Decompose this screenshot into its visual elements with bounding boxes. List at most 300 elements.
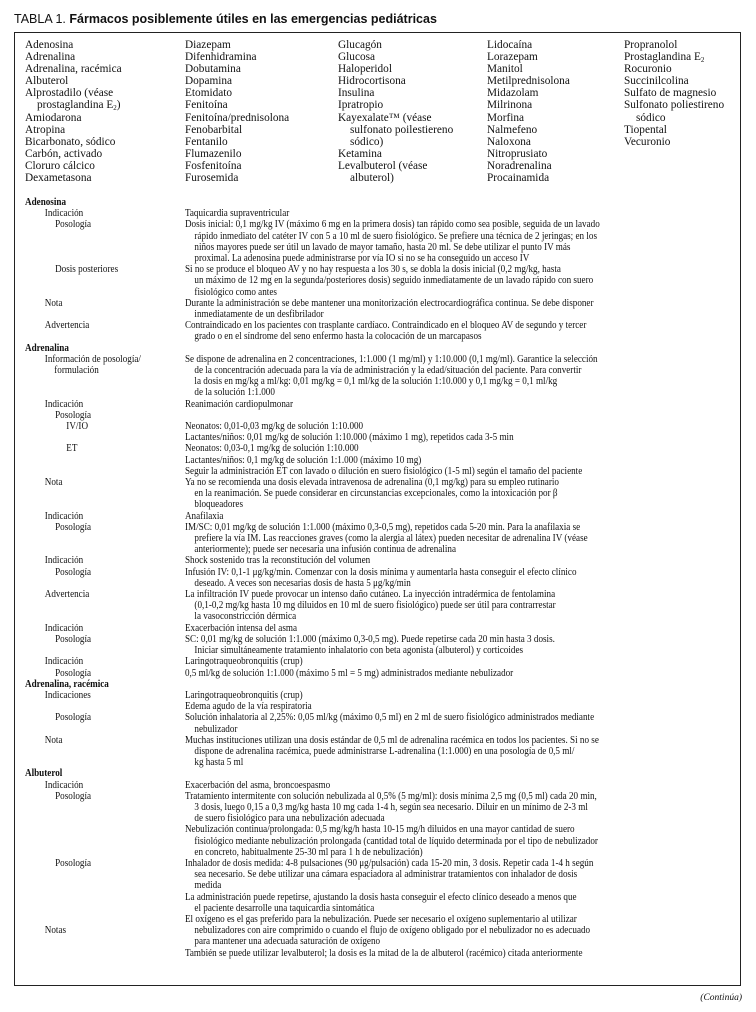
drug-name: Flumazenilo [185,147,242,160]
drug-name: Ipratropio [338,99,384,112]
detail-value-line: Dosis inicial: 0,1 mg/kg IV (máximo 6 mg en la primera dosis) tan rápido como sea posible, seguida de un lavado [184,219,600,231]
detail-value-line: Laringotraqueobronquitis (crup) [184,656,303,668]
detail-value-line: 0,5 ml/kg de solución 1:1.000 (máximo 5 ml = 5 mg) administrados mediante nebulizador [184,667,514,679]
detail-value-line: en concreto, habitualmente 25-30 ml para 1 h de nebulización) [194,846,423,858]
detail-value-line: Durante la administración se debe mantener una monitorización electrocardiográfica continua. Se debe disponer [184,297,594,309]
detail-key [25,522,185,556]
detail-value [185,555,737,566]
detail-value-line: Laringotraqueobronquitis (crup) [184,689,303,701]
detail-key-line: Indicación [44,510,84,522]
drug-list-item [624,136,724,148]
detail-value-line: 3 dosis, luego 0,15 a 0,3 mg/kg hasta 10 mg cada 1-4 h, según sea necesario. Diluir en un mínimo de 2-3 ml [194,801,588,813]
detail-key [25,443,185,477]
detail-key-line: Posología [55,219,92,231]
drug-name: Sulfonato poliestireno [624,99,725,112]
detail-value [185,858,737,892]
detail-value-line: Iniciar simultáneamente tratamiento inhalatorio con beta agonista (albuterol) y corticoides [194,645,524,657]
drug-name: Bicarbonato, sódico [25,135,116,148]
detail-key-line: Dosis posteriores [55,264,119,276]
detail-row [25,219,737,264]
drug-name: Metilprednisolona [487,75,570,88]
drug-section-heading: Adrenalina [25,342,69,354]
drug-list-item [338,51,453,63]
detail-key [25,735,185,769]
detail-value-line: Reanimación cardiopulmonar [184,398,293,410]
drug-name: Albuterol [25,75,69,88]
detail-key [25,354,185,399]
detail-value-line: Tratamiento intermitente con solución nebulizada al 0,5% (5 mg/ml): dosis mínima 2,5 mg (0,5 ml) cada 20 min, [184,790,597,802]
drug-name: Kayexalate™ (véase [338,111,432,124]
drug-list-column [624,39,724,148]
detail-value [185,735,737,769]
detail-key [25,421,185,443]
detail-value [185,623,737,634]
drug-list-item [25,75,122,87]
detail-key-line: Posología [55,409,92,421]
drug-list-item [487,99,570,111]
detail-value-line: la vasoconstricción dérmica [194,611,297,623]
detail-key-line: Nota [44,297,63,309]
detail-value [185,712,737,734]
detail-value [185,410,737,421]
drug-list-item [25,160,122,172]
detail-value-line: kg hasta 5 ml [194,757,244,769]
drug-section-heading: Adenosina [25,197,67,208]
drug-list-item [25,63,122,75]
detail-value-line: Edema agudo de la vía respiratoria [184,701,312,713]
detail-key-line: Posología [55,857,92,869]
detail-value-line: Si no se produce el bloqueo AV y no hay respuesta a los 30 s, se dobla la dosis inicial (0,2 mg/kg, hasta [184,264,561,276]
drug-list-item [185,75,289,87]
drug-name: Morfina [487,111,525,124]
detail-row [25,656,737,667]
drug-name: Fenobarbital [185,123,243,136]
detail-key-line: Nota [44,477,63,489]
drug-section-heading: Adrenalina, racémica [25,678,109,690]
drug-name: Atropina [25,123,66,136]
detail-value-line: inmediatamente de un desfibrilador [194,309,324,321]
detail-row [25,589,737,623]
detail-value-line: la dosis en mg/kg a ml/kg: 0,01 mg/kg = 0,1 ml/kg de la solución 1:10.000 y 0,1 mg/kg = 0,1 ml/kg [194,376,558,388]
drug-name: Hidrocortisona [338,75,406,88]
detail-value-line: el paciente desarrolle una taquicardia sintomática [194,902,375,914]
drug-list-item [624,87,724,99]
drug-list-item [624,51,724,63]
drug-name: Diazepam [185,39,231,51]
detail-value [185,320,737,342]
detail-key [25,668,185,679]
detail-key-line: Indicación [44,398,84,410]
drug-name: Naloxona [487,135,531,148]
drug-list-item [25,39,122,51]
detail-row [25,668,737,679]
detail-key-line: Posología [55,667,92,679]
drug-list-item [185,160,289,172]
drug-list-item [487,112,570,124]
drug-name: Milrinona [487,99,533,112]
drug-list-item [487,160,570,172]
drug-list-item [338,112,453,148]
detail-key-line: Posología [55,521,92,533]
drug-name: Difenhidramina [185,51,257,64]
drug-list-item [624,99,724,123]
drug-list-item [185,51,289,63]
detail-value-line: La infiltración IV puede provocar un intenso daño cutáneo. La inyección intradérmica de fentolamina [184,589,556,601]
drug-name: Vecuronio [624,135,671,148]
drug-name: Propranolol [624,39,678,51]
detail-row [25,690,737,712]
detail-row [25,858,737,892]
detail-row [25,421,737,443]
detail-value-line: IM/SC: 0,01 mg/kg de solución 1:1.000 (máximo 0,3-0,5 mg), repetidos cada 5-20 min. Para la anafilaxia se [184,521,581,533]
drug-list-item [185,172,289,184]
detail-key [25,555,185,566]
detail-value-line: Ya no se recomienda una dosis elevada intravenosa de adrenalina (0,1 mg/kg) para su empleo rutinario [184,477,559,489]
detail-row [25,914,737,948]
drug-name-continuation: sulfonato poilestiereno [350,123,454,136]
drug-name-continuation: prostaglandina $E_2$) [37,99,121,113]
detail-row [25,320,737,342]
detail-value-line [185,410,737,421]
detail-value-line: Neonatos: 0,01-0,03 mg/kg de solución 1:10.000 [184,421,364,433]
drug-list-item [185,124,289,136]
drug-details [25,197,637,959]
drug-list-item [25,112,122,124]
detail-key [25,824,185,858]
detail-key [25,914,185,948]
detail-value-line: de la solución 1:1.000 [194,387,275,399]
detail-value-line: nebulizador [194,723,238,735]
drug-list-item [338,160,453,184]
detail-key-line [45,948,185,959]
drug-name: Etomidato [185,87,233,100]
detail-value-line: Lactantes/niños: 0,01 mg/kg de solución 1:10.000 (máximo 1 mg), repetidos cada 3-5 min [184,432,514,444]
drug-name: Fosfenitoína [185,159,242,172]
drug-list-item [487,39,570,51]
detail-value-line: en la reanimación. Se puede considerar en circunstancias excepcionales, como la intoxicación por β [194,488,558,500]
detail-row [25,824,737,858]
detail-key-line: Indicación [44,555,84,567]
detail-value [185,264,737,298]
detail-key-line: Advertencia [44,589,90,601]
detail-key [25,219,185,264]
drug-name: Cloruro cálcico [25,159,95,172]
detail-key [25,791,185,825]
drug-name: Fentanilo [185,135,228,148]
detail-value [185,690,737,712]
detail-row [25,712,737,734]
detail-value-line: También se puede utilizar levalbuterol; la dosis es la mitad de la de albuterol (racémico) citada anteriormente [184,947,583,959]
detail-value [185,892,737,914]
drug-name: Rocuronio [624,63,672,76]
drug-name: Midazolam [487,87,539,100]
detail-value-line: niños mayores puede ser útil un lavado de mayor tamaño, hasta 20 ml. Se debe utilizar el punto IV más [194,241,571,253]
drug-name: Lorazepam [487,51,538,64]
detail-value-line: de la concentración adecuada para la vía de administración y la edad/situación del paciente. Para convertir [194,365,582,377]
drug-name: Prostaglandina $E_2$ [624,51,705,65]
table-caption: Fármacos posiblemente útiles en las emergencias pediátricas [69,12,437,26]
detail-value-line: Neonatos: 0,03-0,1 mg/kg de solución 1:10.000 [184,443,359,455]
detail-row [25,780,737,791]
detail-value-line: de suero fisiológico para una nebulización adecuada [194,813,385,825]
drug-list-item [487,87,570,99]
drug-name: Fenitoína [185,99,228,112]
drug-list-item [185,63,289,75]
detail-value-line: (0,1-0,2 mg/kg hasta 10 mg diluidos en 10 ml de suero fisiológico) puede ser útil para contrarrestar [194,600,556,612]
detail-key-line: Advertencia [44,320,90,332]
detail-value-line: un máximo de 12 mg en la segunda/posteriores dosis) seguido inmediatamente de un lavado rápido con suero [194,275,594,287]
detail-key-line: Nota [44,734,63,746]
detail-value [185,511,737,522]
detail-key [25,656,185,667]
drug-list-item [487,75,570,87]
detail-value-line: prefiere la vía IM. Las reacciones graves (como la alergia al látex) pueden necesitar de adrenalina IV (véase [194,533,588,545]
detail-key [25,712,185,734]
drug-list-item [624,39,724,51]
detail-value [185,824,737,858]
drug-name: Succinilcolina [624,75,689,88]
drug-name: Dopamina [185,75,233,88]
drug-list-item [25,136,122,148]
detail-row [25,948,737,959]
detail-value-line: Muchas instituciones utilizan una dosis estándar de 0,5 ml de adrenalina racémica en todos los pacientes. Si no se [184,734,599,746]
drug-list-item [624,75,724,87]
detail-row [25,634,737,656]
detail-key [25,208,185,219]
detail-row [25,735,737,769]
drug-list-item [624,63,724,75]
detail-value [185,668,737,679]
detail-value-line: Inhalador de dosis medida: 4-8 pulsaciones (90 μg/pulsación) cada 15-20 min, 3 dosis. Repetir cada 1-4 h según [184,857,594,869]
detail-value-line: Shock sostenido tras la reconstitución del volumen [184,555,371,567]
detail-key [25,858,185,892]
drug-name: Procainamida [487,172,550,185]
detail-key [25,320,185,342]
detail-value-line: Se dispone de adrenalina en 2 concentraciones, 1:1.000 (1 mg/ml) y 1:10.000 (0,1 mg/ml). Garantice la selección [184,353,598,365]
detail-value [185,399,737,410]
detail-value-line: proximal. La adenosina puede administrarse por vía IO si no se ha conseguido un acceso IV [194,253,530,264]
detail-row [25,791,737,825]
detail-row [25,264,737,298]
drug-list-item [338,63,453,75]
drug-name: Dobutamina [185,63,241,76]
detail-value-line: para mantener una adecuada saturación de oxígeno [194,936,381,948]
detail-value [185,634,737,656]
detail-key-line: IV/IO [66,421,89,433]
detail-value-line: El oxígeno es el gas preferido para la nebulización. Puede ser necesario el oxígeno suplementario al utilizar [184,913,577,925]
drug-list-item [624,124,724,136]
drug-name: Levalbuterol (véase [338,159,428,172]
detail-key [25,690,185,712]
drug-name: Insulina [338,87,375,100]
drug-name: Sulfato de magnesio [624,87,717,100]
drug-name: Tiopental [624,123,667,136]
detail-value-line: Infusión IV: 0,1-1 μg/kg/min. Comenzar con la dosis mínima y aumentarla hasta conseguir el efecto clínico [184,566,577,578]
detail-key-line: Notas [44,925,67,937]
drug-list-item [25,124,122,136]
detail-key [25,780,185,791]
drug-section-heading: Albuterol [25,768,63,780]
detail-value-line: fisiológico como antes [194,286,277,298]
detail-value [185,208,737,219]
drug-list-item [487,172,570,184]
detail-row [25,354,737,399]
drug-list-column [185,39,289,184]
drug-list [25,39,745,185]
detail-row [25,208,737,219]
detail-key [25,589,185,623]
detail-key-line: Indicación [44,779,84,791]
drug-list-item [487,124,570,136]
drug-name: Fenitoína/prednisolona [185,111,290,124]
detail-value-line: dispone de adrenalina racémica, puede administrarse L-adrenalina (1:1.000) en una posología de 0,5 ml/ [194,745,575,757]
drug-name: Furosemida [185,172,239,185]
detail-value-line: Exacerbación intensa del asma [184,622,298,634]
detail-value-line: bloqueadores [194,499,243,511]
detail-value-line: sea necesario. Se debe utilizar una cámara espaciadora al administrar tratamientos con inhalador de dosis [194,869,578,881]
detail-key [25,477,185,511]
detail-key-line: Posología [55,633,92,645]
drug-list-item [25,172,122,184]
detail-key-line [55,892,185,903]
drug-name-continuation: sódico [636,111,666,124]
drug-list-column [487,39,570,184]
drug-list-item [487,148,570,160]
detail-value-line: La administración puede repetirse, ajustando la dosis hasta conseguir el efecto clínico deseado a menos que [184,891,577,903]
table-title [14,11,437,27]
detail-value [185,656,737,667]
detail-value [185,589,737,623]
detail-key-line: Información de posología/ [44,353,141,365]
detail-key [25,892,185,914]
detail-value [185,914,737,948]
detail-value-line: medida [194,880,222,892]
detail-value-line: Contraindicado en los pacientes con trasplante cardíaco. Contraindicado en el bloqueo AV de segundo y tercer [184,320,587,332]
detail-key-line: Indicación [44,208,84,220]
detail-key [25,399,185,410]
drug-list-item [185,87,289,99]
detail-value-line: SC: 0,01 mg/kg de solución 1:1.000 (máximo 0,3-0,5 mg). Puede repetirse cada 20 min hasta 3 dosis. [184,633,555,645]
detail-value-line: Seguir la administración ET con lavado o dilución en suero fisiológico (1-5 ml) según el tamaño del paciente [184,465,583,477]
detail-value-line: Anafilaxia [184,510,224,522]
detail-key-line: Indicación [44,656,84,668]
drug-name: Haloperidol [338,63,392,76]
detail-row [25,477,737,511]
detail-value-line: Solución inhalatoria al 2,25%: 0,05 ml/kg (máximo 0,5 ml) en 2 ml de suero fisiológico administrados mediante [184,712,595,724]
detail-value [185,421,737,443]
drug-list-item [185,99,289,111]
detail-value [185,567,737,589]
detail-row [25,511,737,522]
detail-key [25,264,185,298]
detail-value [185,791,737,825]
detail-value [185,948,737,959]
detail-row [25,892,737,914]
detail-key [25,511,185,522]
drug-name: Carbón, activado [25,147,103,160]
detail-key-line: Indicaciones [44,689,91,701]
detail-key-line [55,824,185,835]
drug-name: Nalmefeno [487,123,538,136]
continued-note: (Continúa) [700,993,742,1003]
detail-value-line: Nebulización continua/prolongada: 0,5 mg/kg/h hasta 10-15 mg/h diluidos en una mayor cantidad de suero [184,824,575,836]
detail-key [25,567,185,589]
detail-key [25,298,185,320]
detail-key [25,948,185,959]
table-number: TABLA 1. [14,12,66,26]
drug-name-continuation: sódico) [350,135,384,148]
drug-list-item [25,87,122,111]
drug-name: Dexametasona [25,172,92,185]
detail-value-line: anteriormente); puede ser necesaria una infusión continua de adrenalina [194,544,456,556]
drug-list-item [25,51,122,63]
detail-row [25,298,737,320]
drug-name: Adrenalina, racémica [25,63,122,76]
detail-key-line: Indicación [44,622,84,634]
detail-value [185,354,737,399]
detail-key-line: formulación [54,365,99,377]
drug-list-item [338,75,453,87]
drug-list-item [185,112,289,124]
drug-name: Nitroprusiato [487,147,548,160]
detail-value [185,443,737,477]
drug-list-item [185,39,289,51]
detail-value [185,477,737,511]
detail-key-line [45,914,185,925]
detail-value-line: nebulizadores con aire comprimido o cuando el flujo de oxígeno obligado por el nebulizador no es adecuado [194,925,591,937]
drug-name: Amiodarona [25,111,82,124]
drug-name: Glucosa [338,51,376,64]
drug-name: Adenosina [25,39,74,51]
drug-name: Noradrenalina [487,159,552,172]
detail-row [25,399,737,410]
drug-list-item [338,87,453,99]
detail-row [25,410,737,421]
drug-name: Ketamina [338,147,382,160]
detail-row [25,555,737,566]
detail-value-line: fisiológico mediante nebulización prolongada (cantidad total de líquido determinada por el tipo de nebulizador [194,835,598,847]
detail-value-line: deseado. A veces son necesarias dosis de hasta 5 μg/kg/min [194,577,411,589]
drug-list-item [487,63,570,75]
detail-key-line: Posología [55,712,92,724]
drug-list-item [487,51,570,63]
detail-value [185,522,737,556]
detail-row [25,567,737,589]
drug-list-item [338,99,453,111]
detail-value-line: Lactantes/niños: 0,1 mg/kg de solución 1:1.000 (máximo 10 mg) [184,454,422,466]
detail-value [185,298,737,320]
detail-value-line: rápido inmediato del catéter IV con 5 a 10 ml de suero fisiológico. Se prefiere una técnica de 2 jeringas; en los [194,230,598,242]
drug-list-item [25,148,122,160]
detail-value [185,219,737,264]
detail-key [25,634,185,656]
detail-value-line: Taquicardia supraventricular [184,208,290,220]
drug-name: Manitol [487,63,523,76]
detail-key [25,623,185,634]
detail-row [25,443,737,477]
drug-name: Lidocaína [487,39,533,51]
drug-name: Glucagón [338,39,382,51]
detail-row [25,623,737,634]
detail-key-line: Posología [55,790,92,802]
detail-key-line: ET [66,443,78,455]
drug-name: Adrenalina [25,51,76,64]
drug-name: Alprostadilo (véase [25,87,114,100]
detail-key [25,410,185,421]
detail-value [185,780,737,791]
detail-value-line: grado o en el síndrome del seno enfermo hasta la colocación de un marcapasos [194,331,482,343]
drug-list-item [487,136,570,148]
